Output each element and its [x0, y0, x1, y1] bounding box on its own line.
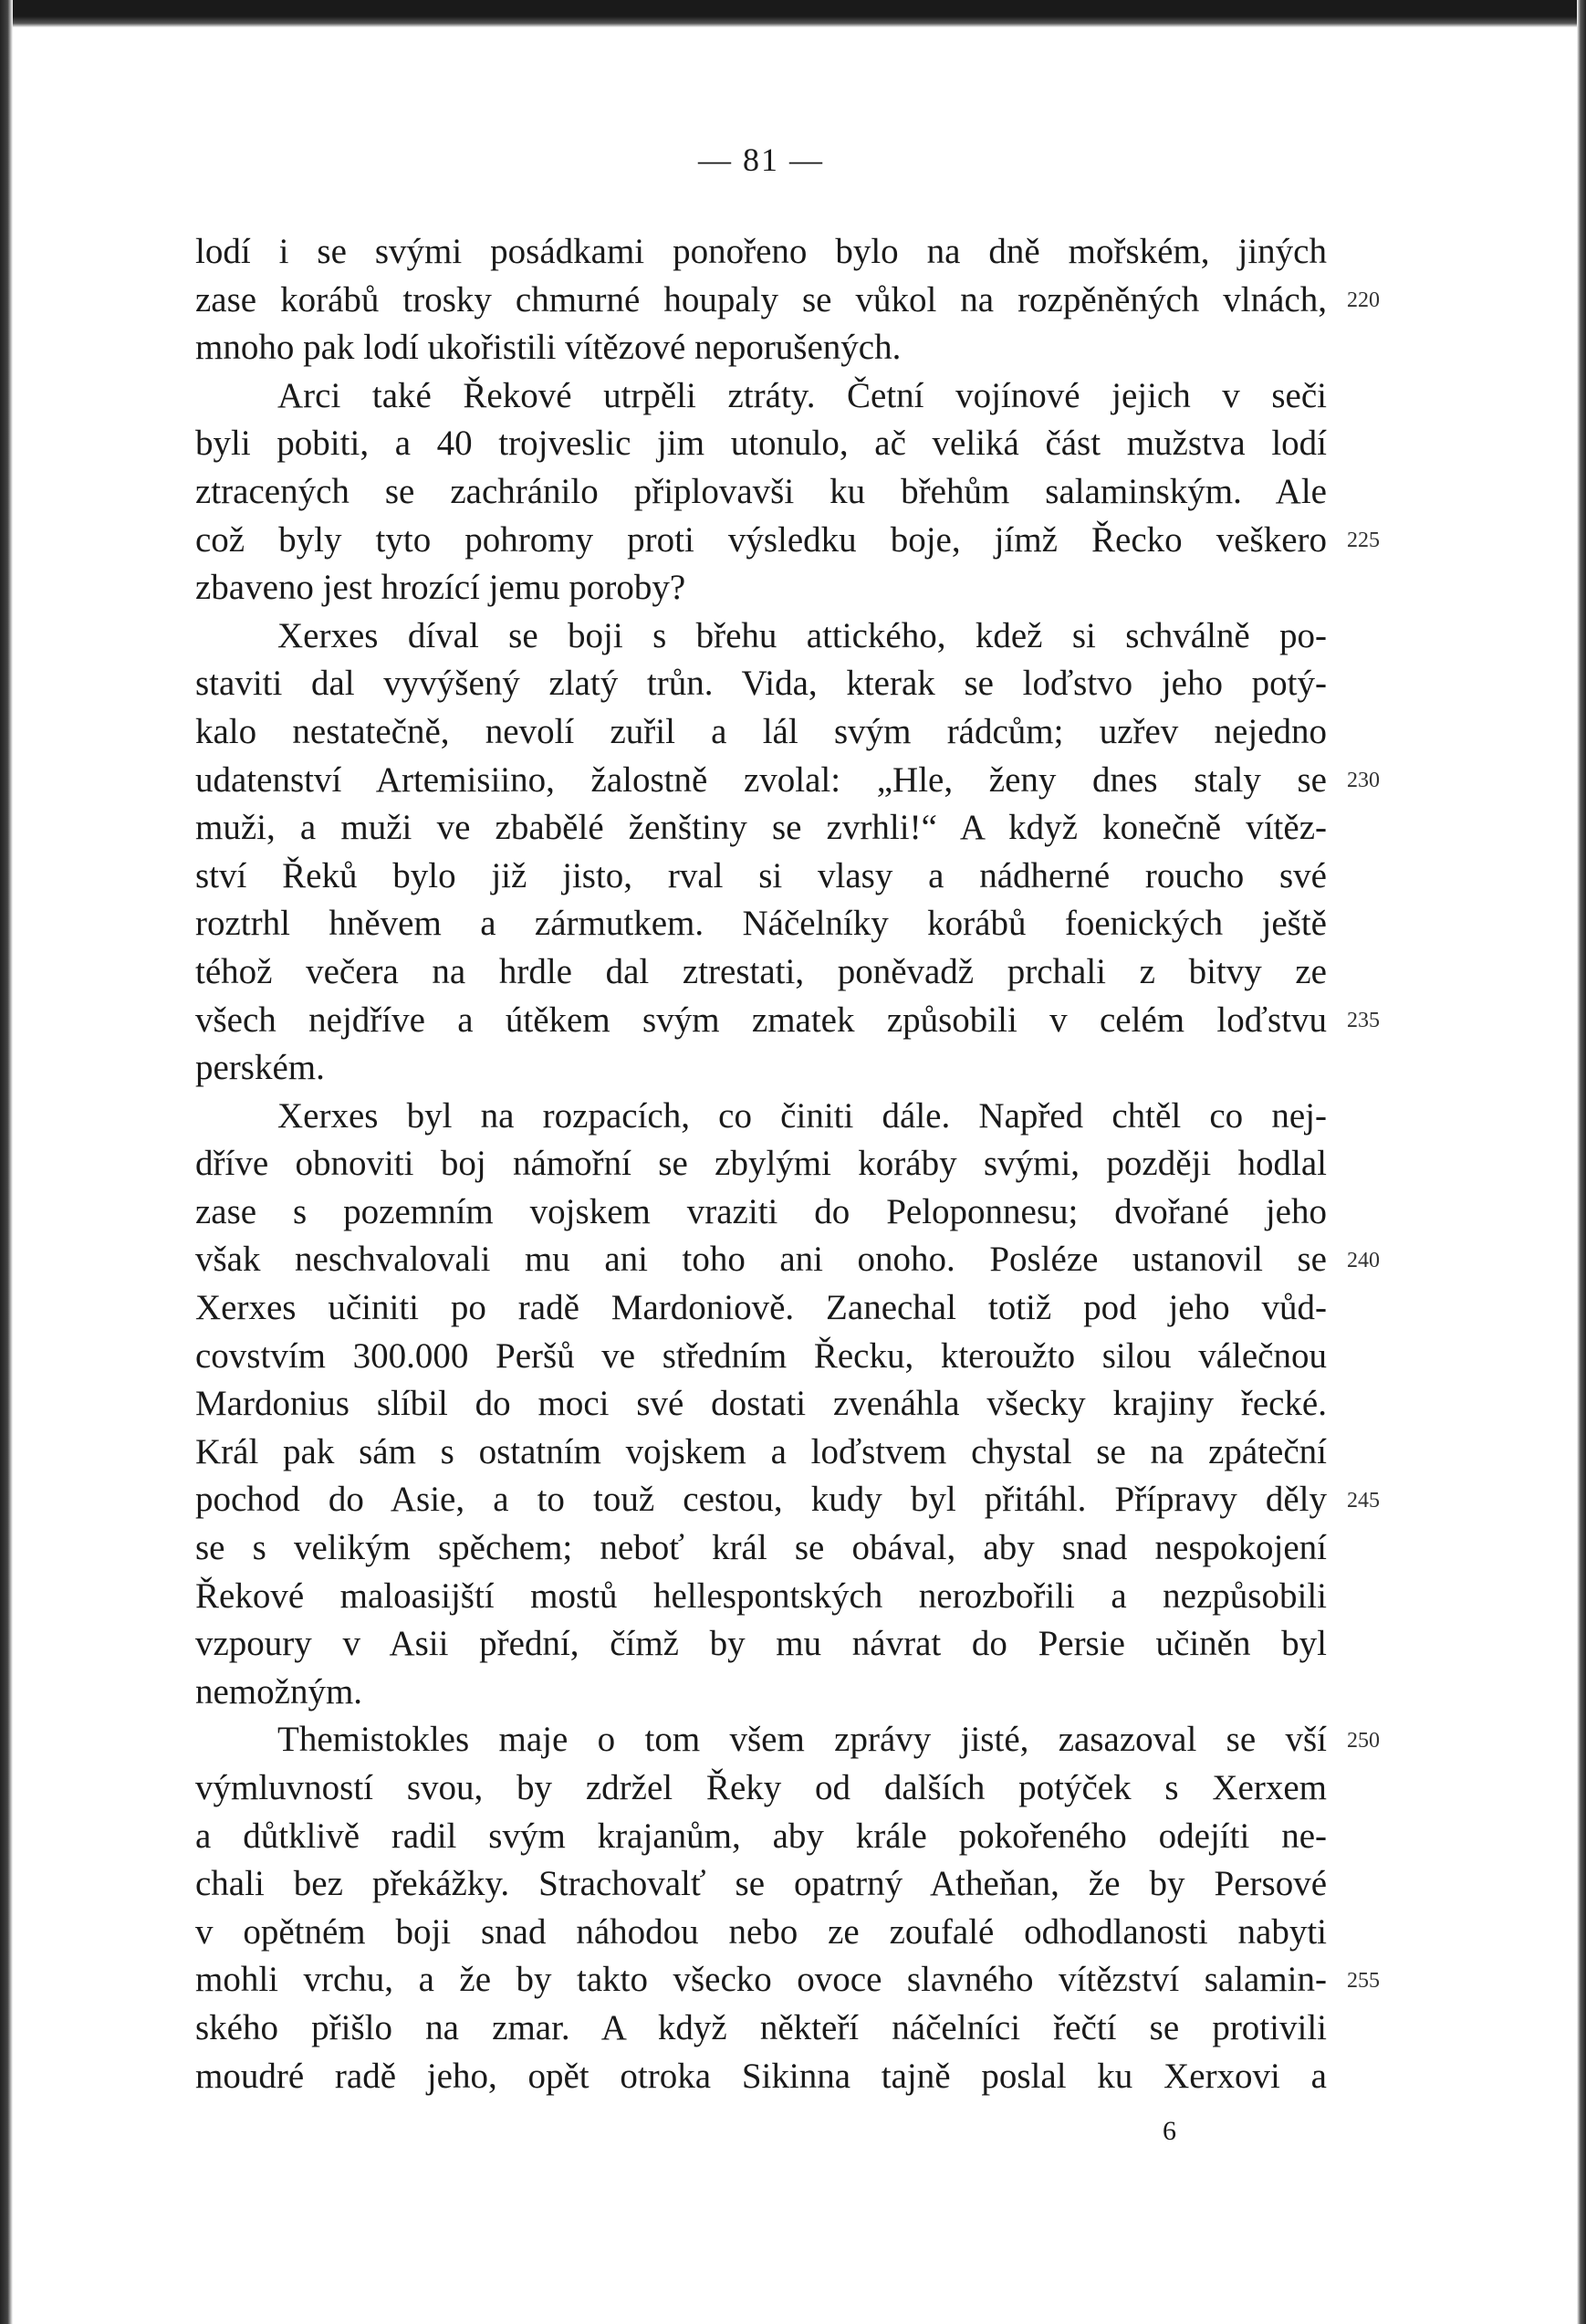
text-line: však neschvalovali mu ani toho ani onoho. Posléze ustanovil se	[195, 1240, 1327, 1280]
text-line: pochod do Asie, a to touž cestou, kudy byl přitáhl. Přípravy děly	[195, 1480, 1327, 1520]
text-line: Řekové maloasijští mostů hellespontských nerozbořili a nezpůsobili	[195, 1576, 1327, 1616]
text-line: zase korábů trosky chmurné houpaly se vůkol na rozpěněných vlnách,	[195, 279, 1327, 319]
text-line: a důtklivě radil svým krajanům, aby krále pokořeného odejíti ne-	[195, 1816, 1327, 1856]
page-number-header: — 81 —	[698, 141, 824, 178]
text-line: nemožným.	[195, 1671, 363, 1712]
text-line: výmluvností svou, by zdržel Řeky od dalších potýček s Xerxem	[195, 1768, 1327, 1807]
scan-border-right	[1577, 0, 1586, 2324]
text-line: roztrhl hněvem a zármutkem. Náčelníky korábů foenických ještě	[195, 904, 1327, 944]
margin-line-number: 250	[1347, 1728, 1380, 1753]
page-body-text	[195, 228, 1327, 2100]
text-line: kalo nestatečně, nevolí zuřil a lál svým rádcům; uzřev nejedno	[195, 711, 1327, 751]
text-line: zase s pozemním vojskem vraziti do Peloponnesu; dvořané jeho	[195, 1191, 1327, 1231]
text-line: dříve obnoviti boj námořní se zbylými koráby svými, později hodlal	[195, 1144, 1327, 1184]
text-line: ství Řeků bylo již jisto, rval si vlasy a nádherné roucho své	[195, 855, 1327, 895]
text-line: staviti dal vyvýšený zlatý trůn. Vida, kterak se loďstvo jeho potý-	[195, 664, 1327, 704]
text-line: muži, a muži ve zbabělé ženštiny se zvrhli!“ A když konečně vítěz-	[195, 808, 1327, 848]
text-line: perském.	[195, 1048, 325, 1088]
text-line: ského přišlo na zmar. A když někteří náčelníci řečtí se protivili	[195, 2007, 1327, 2047]
text-line: Xerxes díval se boji s břehu attického, kdež si schválně po-	[277, 615, 1327, 655]
margin-line-number: 255	[1347, 1968, 1380, 1993]
margin-line-number: 235	[1347, 1008, 1380, 1032]
signature-mark: 6	[1163, 2116, 1176, 2146]
margin-line-number: 220	[1347, 288, 1380, 312]
text-line: moudré radě jeho, opět otroka Sikinna tajně poslal ku Xerxovi a	[195, 2056, 1327, 2096]
text-line: Arci také Řekové utrpěli ztráty. Četní vojínové jejich v seči	[277, 375, 1327, 415]
text-line: Xerxes byl na rozpacích, co činiti dále. Napřed chtěl co nej-	[277, 1095, 1327, 1136]
text-line: udatenství Artemisiino, žalostně zvolal: „Hle, ženy dnes staly se	[195, 759, 1327, 800]
text-line: zbaveno jest hrozící jemu poroby?	[195, 568, 686, 608]
text-line: ztracených se zachránilo připlovavši ku břehům salaminským. Ale	[195, 471, 1327, 511]
margin-line-number: 230	[1347, 768, 1380, 792]
book-page	[195, 137, 1380, 2273]
text-line: Král pak sám s ostatním vojskem a loďstvem chystal se na zpáteční	[195, 1431, 1327, 1471]
text-line: lodí i se svými posádkami ponořeno bylo na dně mořském, jiných	[195, 232, 1327, 271]
text-line: v opětném boji snad náhodou nebo ze zoufalé odhodlanosti nabyti	[195, 1911, 1327, 1952]
text-line: téhož večera na hrdle dal ztrestati, poněvadž prchali z bitvy ze	[195, 951, 1327, 991]
text-line: chali bez překážky. Strachovalť se opatrný Atheňan, že by Persové	[195, 1864, 1327, 1904]
text-line: což byly tyto pohromy proti výsledku boje, jímž Řecko veškero	[195, 519, 1327, 560]
scan-border-left	[0, 0, 13, 2324]
text-line: covstvím 300.000 Peršů ve středním Řecku, kteroužto silou válečnou	[195, 1335, 1327, 1376]
text-line: se s velikým spěchem; neboť král se obával, aby snad nespokojení	[195, 1528, 1327, 1568]
text-line: vzpoury v Asii přední, čímž by mu návrat do Persie učiněn byl	[195, 1624, 1327, 1664]
text-line: mohli vrchu, a že by takto všecko ovoce slavného vítězství salamin-	[195, 1960, 1327, 2000]
margin-line-number: 245	[1347, 1488, 1380, 1513]
text-line: všech nejdříve a útěkem svým zmatek způsobili v celém loďstvu	[195, 1000, 1327, 1040]
margin-line-number: 225	[1347, 528, 1380, 552]
text-line: Xerxes učiniti po radě Mardoniově. Zanechal totiž pod jeho vůd-	[195, 1288, 1327, 1328]
text-line: byli pobiti, a 40 trojveslic jim utonulo, ač veliká část mužstva lodí	[195, 424, 1327, 464]
text-line: mnoho pak lodí ukořistili vítězové neporušených.	[195, 328, 902, 368]
scan-border-top	[0, 0, 1586, 27]
text-line: Mardonius slíbil do moci své dostati zvenáhla všecky krajiny řecké.	[195, 1384, 1327, 1424]
text-line: Themistokles maje o tom všem zprávy jisté, zasazoval se vší	[277, 1720, 1327, 1760]
margin-line-number: 240	[1347, 1248, 1380, 1272]
